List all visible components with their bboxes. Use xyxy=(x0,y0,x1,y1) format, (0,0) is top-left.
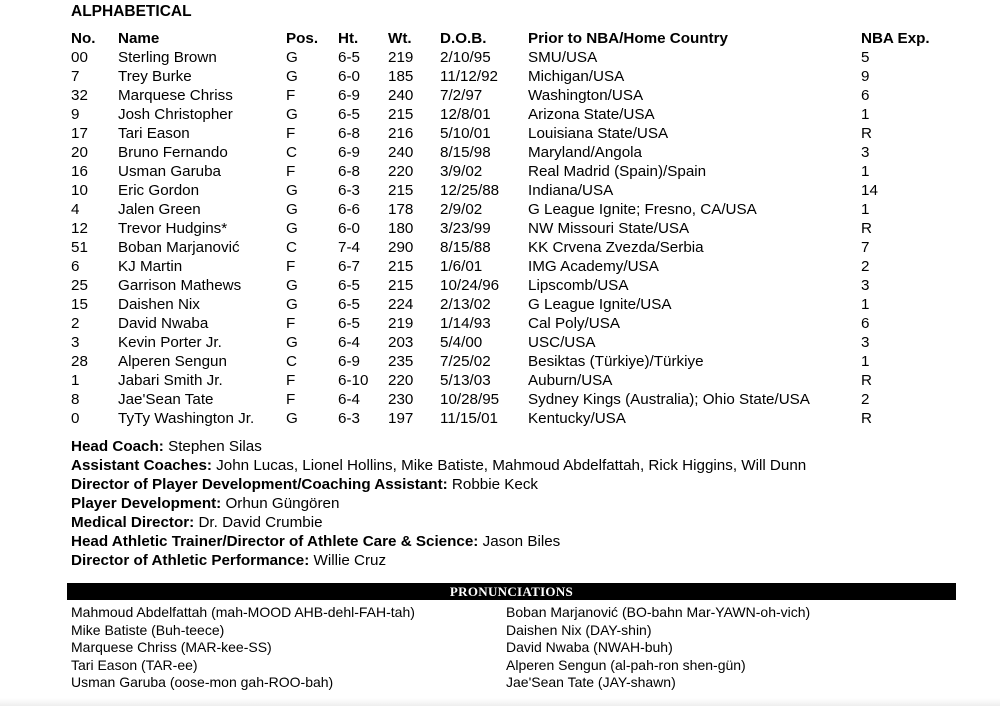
cell-wt: 240 xyxy=(388,144,414,161)
cell-name: Usman Garuba xyxy=(118,163,221,180)
cell-pos: F xyxy=(286,163,296,180)
cell-dob: 1/14/93 xyxy=(440,315,491,332)
cell-dob: 10/28/95 xyxy=(440,391,500,408)
cell-name: Garrison Mathews xyxy=(118,277,242,294)
cell-prior: Sydney Kings (Australia); Ohio State/USA xyxy=(528,391,810,408)
cell-exp: R xyxy=(861,125,872,142)
cell-ht: 6-6 xyxy=(338,201,360,218)
cell-no: 8 xyxy=(71,391,80,408)
staff-member-names: Jason Biles xyxy=(478,533,561,550)
cell-no: 32 xyxy=(71,87,88,104)
cell-pos: G xyxy=(286,68,298,85)
cell-no: 20 xyxy=(71,144,88,161)
staff-line xyxy=(71,475,806,494)
cell-wt: 219 xyxy=(388,315,414,332)
staff-line xyxy=(71,513,806,532)
col-header-no: No. xyxy=(71,30,96,47)
cell-name: Sterling Brown xyxy=(118,49,217,66)
cell-dob: 5/10/01 xyxy=(440,125,491,142)
cell-exp: 3 xyxy=(861,144,870,161)
cell-dob: 1/6/01 xyxy=(440,258,483,275)
table-row xyxy=(71,409,951,428)
table-row xyxy=(71,48,951,67)
pronunciations-left-column xyxy=(71,604,415,692)
section-title: ALPHABETICAL xyxy=(71,3,192,20)
pronunciation-entry: Boban Marjanović (BO-bahn Mar-YAWN-oh-vich) xyxy=(506,604,811,620)
cell-no: 00 xyxy=(71,49,88,66)
cell-name: Josh Christopher xyxy=(118,106,233,123)
cell-name: Marquese Chriss xyxy=(118,87,233,104)
staff-role-label: Player Development: xyxy=(71,495,222,512)
cell-prior: Real Madrid (Spain)/Spain xyxy=(528,163,707,180)
cell-wt: 224 xyxy=(388,296,414,313)
cell-dob: 7/25/02 xyxy=(440,353,491,370)
cell-exp: R xyxy=(861,220,872,237)
cell-prior: Kentucky/USA xyxy=(528,410,626,427)
cell-name: Eric Gordon xyxy=(118,182,200,199)
cell-name: Kevin Porter Jr. xyxy=(118,334,222,351)
table-row xyxy=(71,295,951,314)
cell-name: KJ Martin xyxy=(118,258,183,275)
pronunciation-entry: Daishen Nix (DAY-shin) xyxy=(506,621,652,638)
cell-wt: 203 xyxy=(388,334,414,351)
cell-dob: 12/25/88 xyxy=(440,182,500,199)
cell-no: 9 xyxy=(71,106,80,123)
pronunciations-right-column xyxy=(506,604,810,692)
cell-name: Boban Marjanović xyxy=(118,239,240,256)
table-row xyxy=(71,238,951,257)
pronunciation-entry: David Nwaba (NWAH-buh) xyxy=(506,639,673,655)
staff-member-names: Robbie Keck xyxy=(447,476,539,493)
staff-member-names: Willie Cruz xyxy=(309,552,387,569)
cell-ht: 6-0 xyxy=(338,220,360,237)
table-row xyxy=(71,371,951,390)
cell-pos: F xyxy=(286,391,296,408)
cell-no: 7 xyxy=(71,68,80,85)
cell-ht: 6-8 xyxy=(338,163,360,180)
cell-wt: 215 xyxy=(388,182,414,199)
cell-wt: 290 xyxy=(388,239,414,256)
pronunciation-entry: Usman Garuba (oose-mon gah-ROO-bah) xyxy=(71,674,334,690)
cell-no: 2 xyxy=(71,315,80,332)
cell-exp: 1 xyxy=(861,106,870,123)
cell-exp: R xyxy=(861,372,872,389)
pronunciation-entry: Alperen Sengun (al-pah-ron shen-gün) xyxy=(506,656,746,673)
cell-ht: 6-5 xyxy=(338,315,360,332)
cell-ht: 6-7 xyxy=(338,258,360,275)
cell-prior: KK Crvena Zvezda/Serbia xyxy=(528,239,704,256)
table-row xyxy=(71,276,951,295)
cell-no: 10 xyxy=(71,182,88,199)
cell-prior: Auburn/USA xyxy=(528,372,613,389)
cell-dob: 5/4/00 xyxy=(440,334,483,351)
table-row xyxy=(71,390,951,409)
cell-pos: F xyxy=(286,87,296,104)
cell-exp: 7 xyxy=(861,239,870,256)
roster-table xyxy=(71,29,951,428)
cell-name: Daishen Nix xyxy=(118,296,200,313)
cell-exp: 14 xyxy=(861,182,878,199)
cell-ht: 7-4 xyxy=(338,239,360,256)
cell-dob: 3/23/99 xyxy=(440,220,491,237)
cell-name: Tari Eason xyxy=(118,125,190,142)
cell-pos: F xyxy=(286,315,296,332)
cell-ht: 6-5 xyxy=(338,277,360,294)
cell-dob: 3/9/02 xyxy=(440,163,483,180)
pronunciation-entry: Mike Batiste (Buh-teece) xyxy=(71,621,225,638)
cell-exp: 1 xyxy=(861,163,870,180)
cell-ht: 6-4 xyxy=(338,334,360,351)
col-header-ht: Ht. xyxy=(338,30,359,47)
col-header-wt: Wt. xyxy=(388,30,412,47)
cell-dob: 8/15/88 xyxy=(440,239,491,256)
cell-wt: 185 xyxy=(388,68,414,85)
cell-name: Jalen Green xyxy=(118,201,201,218)
table-row xyxy=(71,352,951,371)
cell-prior: Arizona State/USA xyxy=(528,106,655,123)
staff-member-names: Dr. David Crumbie xyxy=(194,514,323,531)
cell-pos: G xyxy=(286,334,298,351)
staff-role-label: Director of Player Development/Coaching Assistant: xyxy=(71,476,448,493)
cell-prior: Louisiana State/USA xyxy=(528,125,669,142)
cell-dob: 10/24/96 xyxy=(440,277,500,294)
staff-line xyxy=(71,494,806,513)
pronunciation-entry: Jae'Sean Tate (JAY-shawn) xyxy=(506,674,676,690)
pronunciations-header: PRONUNCIATIONS xyxy=(67,583,956,600)
cell-pos: F xyxy=(286,125,296,142)
cell-pos: G xyxy=(286,277,298,294)
cell-no: 51 xyxy=(71,239,88,256)
cell-wt: 220 xyxy=(388,372,414,389)
staff-role-label: Head Coach: xyxy=(71,438,164,455)
cell-name: Jabari Smith Jr. xyxy=(118,372,223,389)
staff-role-label: Director of Athletic Performance: xyxy=(71,552,310,569)
staff-list xyxy=(71,437,806,570)
table-row xyxy=(71,162,951,181)
table-row xyxy=(71,124,951,143)
cell-wt: 219 xyxy=(388,49,414,66)
cell-exp: 6 xyxy=(861,87,870,104)
cell-dob: 2/9/02 xyxy=(440,201,483,218)
cell-exp: 1 xyxy=(861,296,870,313)
cell-exp: R xyxy=(861,410,872,427)
staff-member-names: Stephen Silas xyxy=(163,438,262,455)
cell-pos: G xyxy=(286,106,298,123)
cell-no: 1 xyxy=(71,372,80,389)
col-header-prior: Prior to NBA/Home Country xyxy=(528,30,728,47)
cell-ht: 6-9 xyxy=(338,87,360,104)
cell-pos: C xyxy=(286,239,297,256)
staff-role-label: Head Athletic Trainer/Director of Athlete Care & Science: xyxy=(71,533,479,550)
pronunciation-entry: Tari Eason (TAR-ee) xyxy=(71,656,198,673)
cell-dob: 11/12/92 xyxy=(440,68,498,85)
cell-pos: G xyxy=(286,201,298,218)
cell-exp: 2 xyxy=(861,258,870,275)
table-row xyxy=(71,333,951,352)
cell-no: 6 xyxy=(71,258,80,275)
cell-name: TyTy Washington Jr. xyxy=(118,410,255,427)
table-row xyxy=(71,219,951,238)
cell-dob: 12/8/01 xyxy=(440,106,491,123)
cell-prior: G League Ignite/USA xyxy=(528,296,672,313)
cell-prior: USC/USA xyxy=(528,334,596,351)
cell-wt: 178 xyxy=(388,201,414,218)
cell-no: 15 xyxy=(71,296,88,313)
cell-exp: 2 xyxy=(861,391,870,408)
cell-no: 0 xyxy=(71,410,80,427)
cell-ht: 6-3 xyxy=(338,410,360,427)
cell-pos: G xyxy=(286,220,298,237)
cell-name: Jae'Sean Tate xyxy=(118,391,214,408)
cell-name: Trey Burke xyxy=(118,68,192,85)
cell-dob: 2/13/02 xyxy=(440,296,491,313)
cell-pos: G xyxy=(286,49,298,66)
cell-wt: 180 xyxy=(388,220,414,237)
cell-prior: SMU/USA xyxy=(528,49,598,66)
cell-exp: 3 xyxy=(861,277,870,294)
cell-dob: 5/13/03 xyxy=(440,372,491,389)
cell-ht: 6-5 xyxy=(338,49,360,66)
cell-prior: NW Missouri State/USA xyxy=(528,220,690,237)
col-header-name: Name xyxy=(118,30,160,47)
cell-prior: Cal Poly/USA xyxy=(528,315,621,332)
cell-name: David Nwaba xyxy=(118,315,209,332)
cell-dob: 8/15/98 xyxy=(440,144,491,161)
staff-role-label: Medical Director: xyxy=(71,514,195,531)
table-row xyxy=(71,67,951,86)
cell-prior: Michigan/USA xyxy=(528,68,625,85)
cell-name: Bruno Fernando xyxy=(118,144,228,161)
cell-prior: IMG Academy/USA xyxy=(528,258,659,275)
cell-exp: 5 xyxy=(861,49,870,66)
cell-wt: 215 xyxy=(388,277,414,294)
cell-ht: 6-3 xyxy=(338,182,360,199)
staff-line xyxy=(71,437,806,456)
table-row xyxy=(71,86,951,105)
cell-ht: 6-9 xyxy=(338,353,360,370)
cell-name: Alperen Sengun xyxy=(118,353,227,370)
cell-pos: F xyxy=(286,258,296,275)
cell-pos: G xyxy=(286,410,298,427)
cell-pos: C xyxy=(286,144,297,161)
page-bottom-edge xyxy=(0,698,1000,706)
cell-wt: 215 xyxy=(388,258,414,275)
cell-wt: 197 xyxy=(388,410,414,427)
cell-exp: 1 xyxy=(861,201,870,218)
col-header-pos: Pos. xyxy=(286,30,319,47)
cell-exp: 6 xyxy=(861,315,870,332)
cell-prior: Lipscomb/USA xyxy=(528,277,629,294)
cell-prior: Maryland/Angola xyxy=(528,144,642,161)
table-row xyxy=(71,314,951,333)
cell-name: Trevor Hudgins* xyxy=(118,220,228,237)
cell-pos: G xyxy=(286,182,298,199)
cell-pos: F xyxy=(286,372,296,389)
cell-ht: 6-5 xyxy=(338,296,360,313)
cell-wt: 215 xyxy=(388,106,414,123)
cell-no: 12 xyxy=(71,220,88,237)
col-header-exp: NBA Exp. xyxy=(861,30,930,47)
table-row xyxy=(71,105,951,124)
pronunciation-entry: Marquese Chriss (MAR-kee-SS) xyxy=(71,639,272,655)
cell-ht: 6-0 xyxy=(338,68,360,85)
cell-ht: 6-4 xyxy=(338,391,360,408)
cell-exp: 1 xyxy=(861,353,870,370)
staff-line xyxy=(71,532,806,551)
cell-ht: 6-5 xyxy=(338,106,360,123)
cell-prior: Washington/USA xyxy=(528,87,644,104)
pronunciation-entry: Mahmoud Abdelfattah (mah-MOOD AHB-dehl-FAH-tah) xyxy=(71,604,415,620)
staff-role-label: Assistant Coaches: xyxy=(71,457,212,474)
cell-prior: Besiktas (Türkiye)/Türkiye xyxy=(528,353,704,370)
cell-pos: G xyxy=(286,296,298,313)
col-header-dob: D.O.B. xyxy=(440,30,487,47)
cell-wt: 216 xyxy=(388,125,414,142)
cell-no: 4 xyxy=(71,201,80,218)
cell-ht: 6-10 xyxy=(338,372,369,389)
table-row xyxy=(71,200,951,219)
cell-pos: C xyxy=(286,353,297,370)
cell-exp: 9 xyxy=(861,68,870,85)
cell-dob: 2/10/95 xyxy=(440,49,491,66)
table-row xyxy=(71,257,951,276)
staff-member-names: Orhun Güngören xyxy=(221,495,340,512)
cell-exp: 3 xyxy=(861,334,870,351)
cell-no: 17 xyxy=(71,125,88,142)
staff-member-names: John Lucas, Lionel Hollins, Mike Batiste, Mahmoud Abdelfattah, Rick Higgins, Will Dunn xyxy=(211,457,807,474)
staff-line xyxy=(71,456,806,475)
roster-header-row xyxy=(71,29,951,48)
table-row xyxy=(71,181,951,200)
cell-no: 3 xyxy=(71,334,80,351)
cell-wt: 230 xyxy=(388,391,414,408)
cell-wt: 235 xyxy=(388,353,414,370)
cell-no: 28 xyxy=(71,353,88,370)
cell-dob: 7/2/97 xyxy=(440,87,483,104)
cell-prior: G League Ignite; Fresno, CA/USA xyxy=(528,201,757,218)
table-row xyxy=(71,143,951,162)
cell-ht: 6-8 xyxy=(338,125,360,142)
cell-no: 16 xyxy=(71,163,88,180)
staff-line xyxy=(71,551,806,570)
cell-wt: 240 xyxy=(388,87,414,104)
cell-prior: Indiana/USA xyxy=(528,182,614,199)
cell-ht: 6-9 xyxy=(338,144,360,161)
cell-no: 25 xyxy=(71,277,88,294)
cell-wt: 220 xyxy=(388,163,414,180)
roster-body xyxy=(71,48,951,428)
cell-dob: 11/15/01 xyxy=(440,410,498,427)
